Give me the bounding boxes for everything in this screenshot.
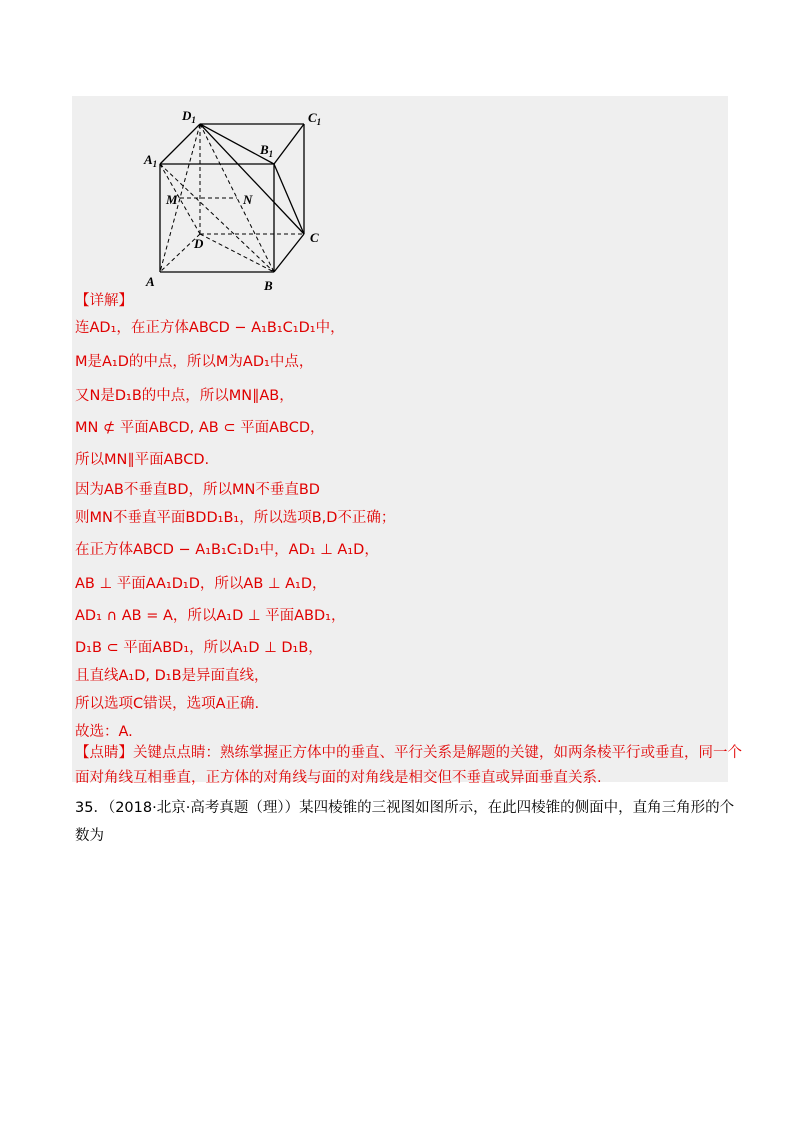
- question-line-2: 数为: [75, 828, 104, 844]
- label-D: D: [194, 236, 204, 251]
- label-A1: $A_1$: [144, 152, 158, 169]
- label-B1: $B_1$: [260, 142, 274, 159]
- solution-line-5: 所以MN∥平面ABCD.: [75, 452, 210, 468]
- solution-line-1: 连AD₁，在正方体ABCD − A₁B₁C₁D₁中，: [75, 320, 345, 336]
- label-A: A: [146, 274, 155, 289]
- solution-line-12: 且直线A₁D, D₁B是异面直线，: [75, 668, 269, 684]
- solution-line-4: MN ⊄ 平面ABCD, AB ⊂ 平面ABCD，: [75, 420, 325, 436]
- tip-line-2: 面对角线互相垂直，正方体的对角线与面的对角线是相交但不垂直或异面垂直关系.: [75, 770, 602, 786]
- solution-line-2: M是A₁D的中点，所以M为AD₁中点，: [75, 354, 314, 370]
- label-N: N: [243, 192, 253, 207]
- solution-line-11: D₁B ⊂ 平面ABD₁，所以A₁D ⊥ D₁B，: [75, 640, 323, 656]
- solution-line-3: 又N是D₁B的中点，所以MN∥AB，: [75, 388, 294, 404]
- label-B: B: [264, 278, 273, 292]
- tip-line-1: 【点睛】关键点点睛：熟练掌握正方体中的垂直、平行关系是解题的关键，如两条棱平行或垂直，同一个: [75, 745, 742, 761]
- solution-heading: 【详解】: [75, 293, 133, 309]
- solution-line-7: 则MN不垂直平面BDD₁B₁，所以选项B,D不正确；: [75, 510, 396, 526]
- label-C: C: [310, 230, 319, 245]
- label-M: M: [166, 192, 178, 207]
- solution-line-13: 所以选项C错误，选项A正确.: [75, 696, 260, 712]
- solution-line-6: 因为AB不垂直BD，所以MN不垂直BD: [75, 482, 320, 498]
- solution-line-14: 故选：A.: [75, 724, 133, 740]
- label-D1: $D_1$: [182, 108, 196, 125]
- question-line-1: 35．（2018·北京·高考真题（理））某四棱锥的三视图如图所示，在此四棱锥的侧面中，直角三角形的个: [75, 800, 735, 816]
- cube-diagram: [140, 102, 340, 292]
- solution-line-8: 在正方体ABCD − A₁B₁C₁D₁中，AD₁ ⊥ A₁D，: [75, 542, 379, 558]
- cube-figure: [140, 102, 340, 292]
- solution-line-9: AB ⊥ 平面AA₁D₁D，所以AB ⊥ A₁D，: [75, 576, 327, 592]
- solution-line-10: AD₁ ∩ AB = A，所以A₁D ⊥ 平面ABD₁，: [75, 608, 346, 624]
- label-C1: $C_1$: [308, 110, 322, 127]
